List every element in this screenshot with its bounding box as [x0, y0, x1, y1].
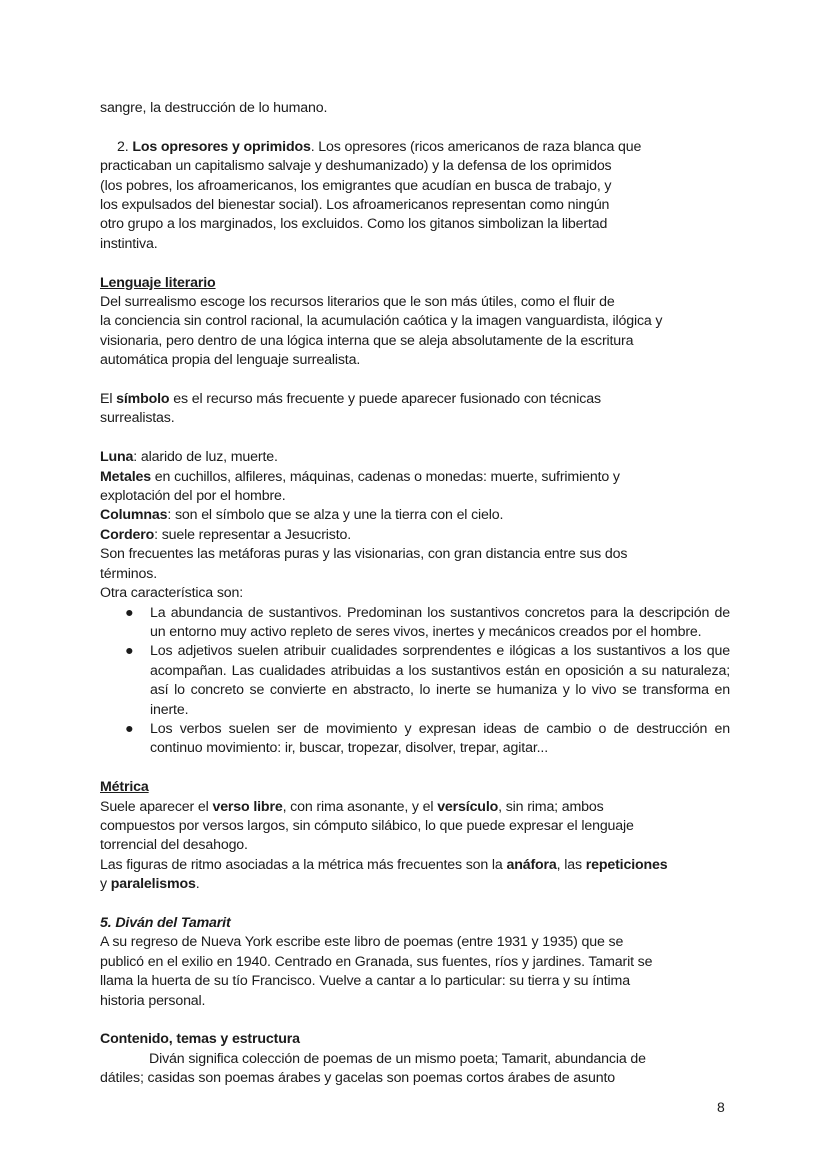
- symbol-metales-cont: explotación del por el hombre.: [100, 488, 286, 505]
- divan-line: llama la huerta de su tío Francisco. Vuelve a cantar a lo particular: su tierra y su íntima: [100, 973, 630, 990]
- metrica-p2-line-1: Las figuras de ritmo asociadas a la métrica más frecuentes son la anáfora, las repeticiones: [100, 856, 668, 873]
- bullet-icon: ●: [125, 643, 134, 660]
- item-2-line-1: 2. Los opresores y oprimidos. Los opresores (ricos americanos de raza blanca que: [117, 138, 642, 155]
- list-item: ● Los adjetivos suelen atribuir cualidades sorprendentes e ilógicas a los sustantivos a los que acompañan. Las cualidades atribuidas a los sustantivos están en oposición a su naturaleza; así lo concreto se convierte en abstracto, lo inerte se humaniza y lo vivo se transforma en inerte.: [125, 643, 730, 718]
- lenguaje-line: visionaria, pero dentro de una lógica interna que se aleja absolutamente de la escritura: [100, 332, 634, 349]
- metrica-p1-line-3: torrencial del desahogo.: [100, 837, 248, 854]
- item-2-line: practicaban un capitalismo salvaje y deshumanizado) y la defensa de los oprimidos: [100, 158, 612, 175]
- item-2-line: los expulsados del bienestar social). Los afroamericanos representan como ningún: [100, 197, 610, 214]
- lenguaje-line: la conciencia sin control racional, la acumulación caótica y la imagen vanguardista, ilógica y: [100, 313, 663, 330]
- symbol-columnas: Columnas: son el símbolo que se alza y une la tierra con el cielo.: [100, 507, 504, 524]
- page-number: 8: [717, 1099, 725, 1115]
- metaforas-line: términos.: [100, 565, 157, 582]
- item-2-line: otro grupo a los marginados, los excluidos. Como los gitanos simbolizan la libertad: [100, 216, 608, 233]
- intro-tail: sangre, la destrucción de lo humano.: [100, 100, 328, 116]
- list-item: ● La abundancia de sustantivos. Predominan los sustantivos concretos para la descripción de un entorno muy activo repleto de seres vivos, inertes y mecánicos creados por el hombre.: [125, 604, 730, 640]
- divan-line: historia personal.: [100, 992, 206, 1009]
- item-2-title: Los opresores y oprimidos: [132, 138, 311, 155]
- contenido-line: Diván significa colección de poemas de un mismo poeta; Tamarit, abundancia de: [149, 1050, 646, 1067]
- otra-caracteristica: Otra característica son:: [100, 585, 244, 602]
- simbolo-line-2: surrealistas.: [100, 410, 175, 427]
- symbol-luna: Luna: alarido de luz, muerte.: [100, 449, 278, 466]
- lenguaje-line: automática propia del lenguaje surrealista.: [100, 352, 361, 369]
- bullet-icon: ●: [125, 604, 134, 621]
- item-2-line: (los pobres, los afroamericanos, los emigrantes que acudían en busca de trabajo, y: [100, 177, 612, 194]
- lenguaje-line: Del surrealismo escoge los recursos literarios que le son más útiles, como el fluir de: [100, 294, 615, 311]
- heading-lenguaje-literario: Lenguaje literario: [100, 274, 216, 291]
- metrica-p1-line-2: compuestos por versos largos, sin cómputo silábico, lo que puede expresar el lenguaje: [100, 817, 634, 834]
- metaforas-line: Son frecuentes las metáforas puras y las visionarias, con gran distancia entre sus dos: [100, 546, 628, 563]
- divan-line: publicó en el exilio en 1940. Centrado en Granada, sus fuentes, ríos y jardines. Tamarit se: [100, 953, 653, 970]
- metrica-p1-line-1: Suele aparecer el verso libre, con rima asonante, y el versículo, sin rima; ambos: [100, 798, 604, 815]
- bullet-icon: ●: [125, 720, 134, 737]
- characteristics-list: [100, 604, 730, 759]
- heading-divan-del-tamarit: 5. Diván del Tamarit: [100, 914, 231, 931]
- symbol-metales: Metales en cuchillos, alfileres, máquinas, cadenas o monedas: muerte, sufrimiento y: [100, 468, 620, 485]
- heading-metrica: Métrica: [100, 779, 149, 796]
- heading-contenido-temas-estructura: Contenido, temas y estructura: [100, 1031, 300, 1048]
- simbolo-line-1: El símbolo es el recurso más frecuente y puede aparecer fusionado con técnicas: [100, 391, 601, 408]
- metrica-p2-line-2: y paralelismos.: [100, 876, 200, 893]
- document-page: [100, 99, 730, 1089]
- symbol-cordero: Cordero: suele representar a Jesucristo.: [100, 526, 352, 543]
- item-2-line: instintiva.: [100, 235, 158, 252]
- list-item: ● Los verbos suelen ser de movimiento y expresan ideas de cambio o de destrucción en continuo movimiento: ir, buscar, tropezar, disolver, trepar, agitar...: [125, 720, 730, 757]
- contenido-line: dátiles; casidas son poemas árabes y gacelas son poemas cortos árabes de asunto: [100, 1070, 615, 1087]
- divan-line: A su regreso de Nueva York escribe este libro de poemas (entre 1931 y 1935) que se: [100, 934, 624, 951]
